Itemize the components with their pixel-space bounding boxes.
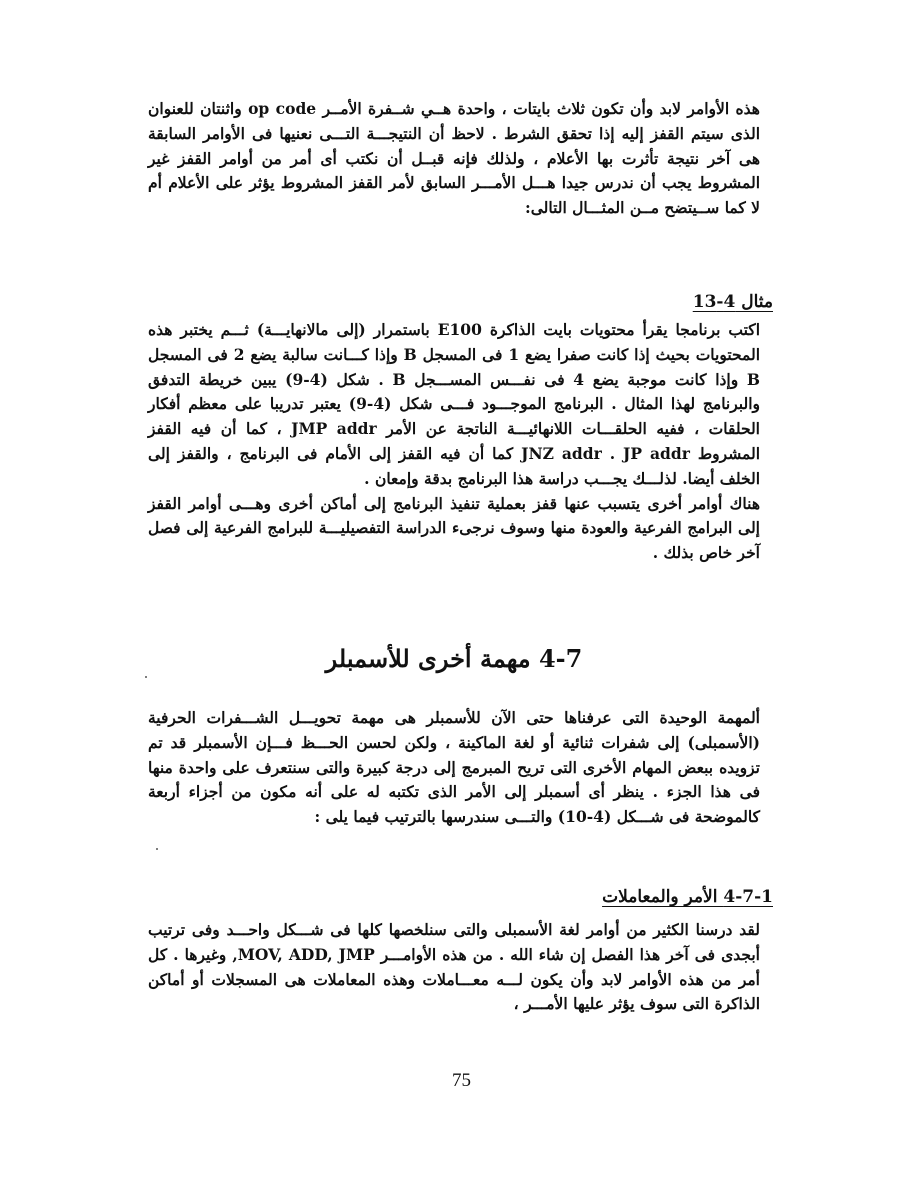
intro-paragraph-block bbox=[148, 97, 760, 221]
example-heading: مثال 4-13 bbox=[692, 292, 773, 312]
page-number: 75 bbox=[452, 1070, 471, 1091]
subsection-heading: 4-7-1 الأمر والمعاملات bbox=[602, 887, 773, 907]
scan-speck bbox=[145, 676, 147, 678]
example-paragraph-1: اكتب برنامجا يقرأ محتويات بايت الذاكرة E100 باستمرار (إلى مالانهايـــة) ثـــم يختبر هذه المحتويات بحيث إذا كانت صفرا يضع 1 فى المسجل B وإذا كـــانت سالبة يضع 2 فى المسجل B وإذا كانت موجبة يضع 4 فى نفـــس المســـجل B . شكل (4-9) يبين خريطة التدفق والبرنامج لهذا المثال . البرنامج الموجـــود فـــى شكل (4-9) يعتبر تدريبا على معظم أفكار الحلقات ، ففيه الحلقـــات اللانهائيـــة الناتجة عن الأمر JMP addr ، كما أن فيه القفز المشروط JNZ addr . JP addr كما أن فيه القفز إلى الأمام فى البرنامج ، والقفز إلى الخلف أيضا. لذلـــك يجـــب دراسة هذا البرنامج بدقة وإمعان . bbox=[148, 320, 761, 488]
section-title: 4-7 مهمة أخرى للأسمبلر bbox=[325, 644, 583, 673]
subsection-block bbox=[148, 918, 760, 1017]
intro-paragraph: هذه الأوامر لابد وأن تكون ثلاث بايتات ، واحدة هــي شــفرة الأمــر op code واثنتان للعنوان الذى سيتم القفز إليه إذا تحقق الشرط . لاحظ أن النتيجـــة التـــى نعنيها فى الأوامر السابقة هى آخر نتيجة تأثرت بها الأعلام ، ولذلك فإنه قبــل أن نكتب أى أمر من أوامر القفز غير المشروط يجب أن ندرس جيدا هـــل الأمـــر السابق لأمر القفز المشروط يؤثر على الأعلام أم لا كما ســيتضح مــن المثـــال التالى: bbox=[148, 99, 760, 218]
section-paragraph: ألمهمة الوحيدة التى عرفناها حتى الآن للأسمبلر هى مهمة تحويـــل الشـــفرات الحرفية (الأسمبلى) إلى شفرات ثنائية أو لغة الماكينة ، ولكن لحسن الحـــظ فـــإن الأسمبلر قد تم تزويده ببعض المهام الأخرى التى تريح المبرمج إلى درجة كبيرة والتى سنتعرف على واحدة منها فى هذا الجزء . ينظر أى أسمبلر إلى الأمر الذى تكتبه له على أنه مكون من أجزاء أربعة كالموضحة فى شـــكل (4-10) والتـــى سندرسها بالترتيب فيما يلى : bbox=[148, 708, 760, 827]
example-paragraph-2: هناك أوامر أخرى يتسبب عنها قفز بعملية تنفيذ البرنامج إلى أماكن أخرى وهـــى أوامر القفز إلى البرامج الفرعية والعودة منها وسوف نرجىء الدراسة التفصيليـــة للبرامج الفرعية إلى فصل آخر خاص بذلك . bbox=[148, 493, 760, 563]
example-block bbox=[148, 318, 760, 566]
scan-speck bbox=[156, 848, 158, 850]
subsection-paragraph: لقد درسنا الكثير من أوامر لغة الأسمبلى والتى سنلخصها كلها فى شـــكل واحـــد وفى ترتيب أبجدى فى آخر هذا الفصل إن شاء الله . من هذه الأوامـــر MOV, ADD, JMP, وغيرها . كل أمر من هذه الأوامر لابد وأن يكون لـــه معـــاملات وهذه المعاملات هى المسجلات أو أماكن الذاكرة التى سوف يؤثر عليها الأمـــر ، bbox=[148, 920, 760, 1014]
section-block bbox=[148, 706, 760, 830]
